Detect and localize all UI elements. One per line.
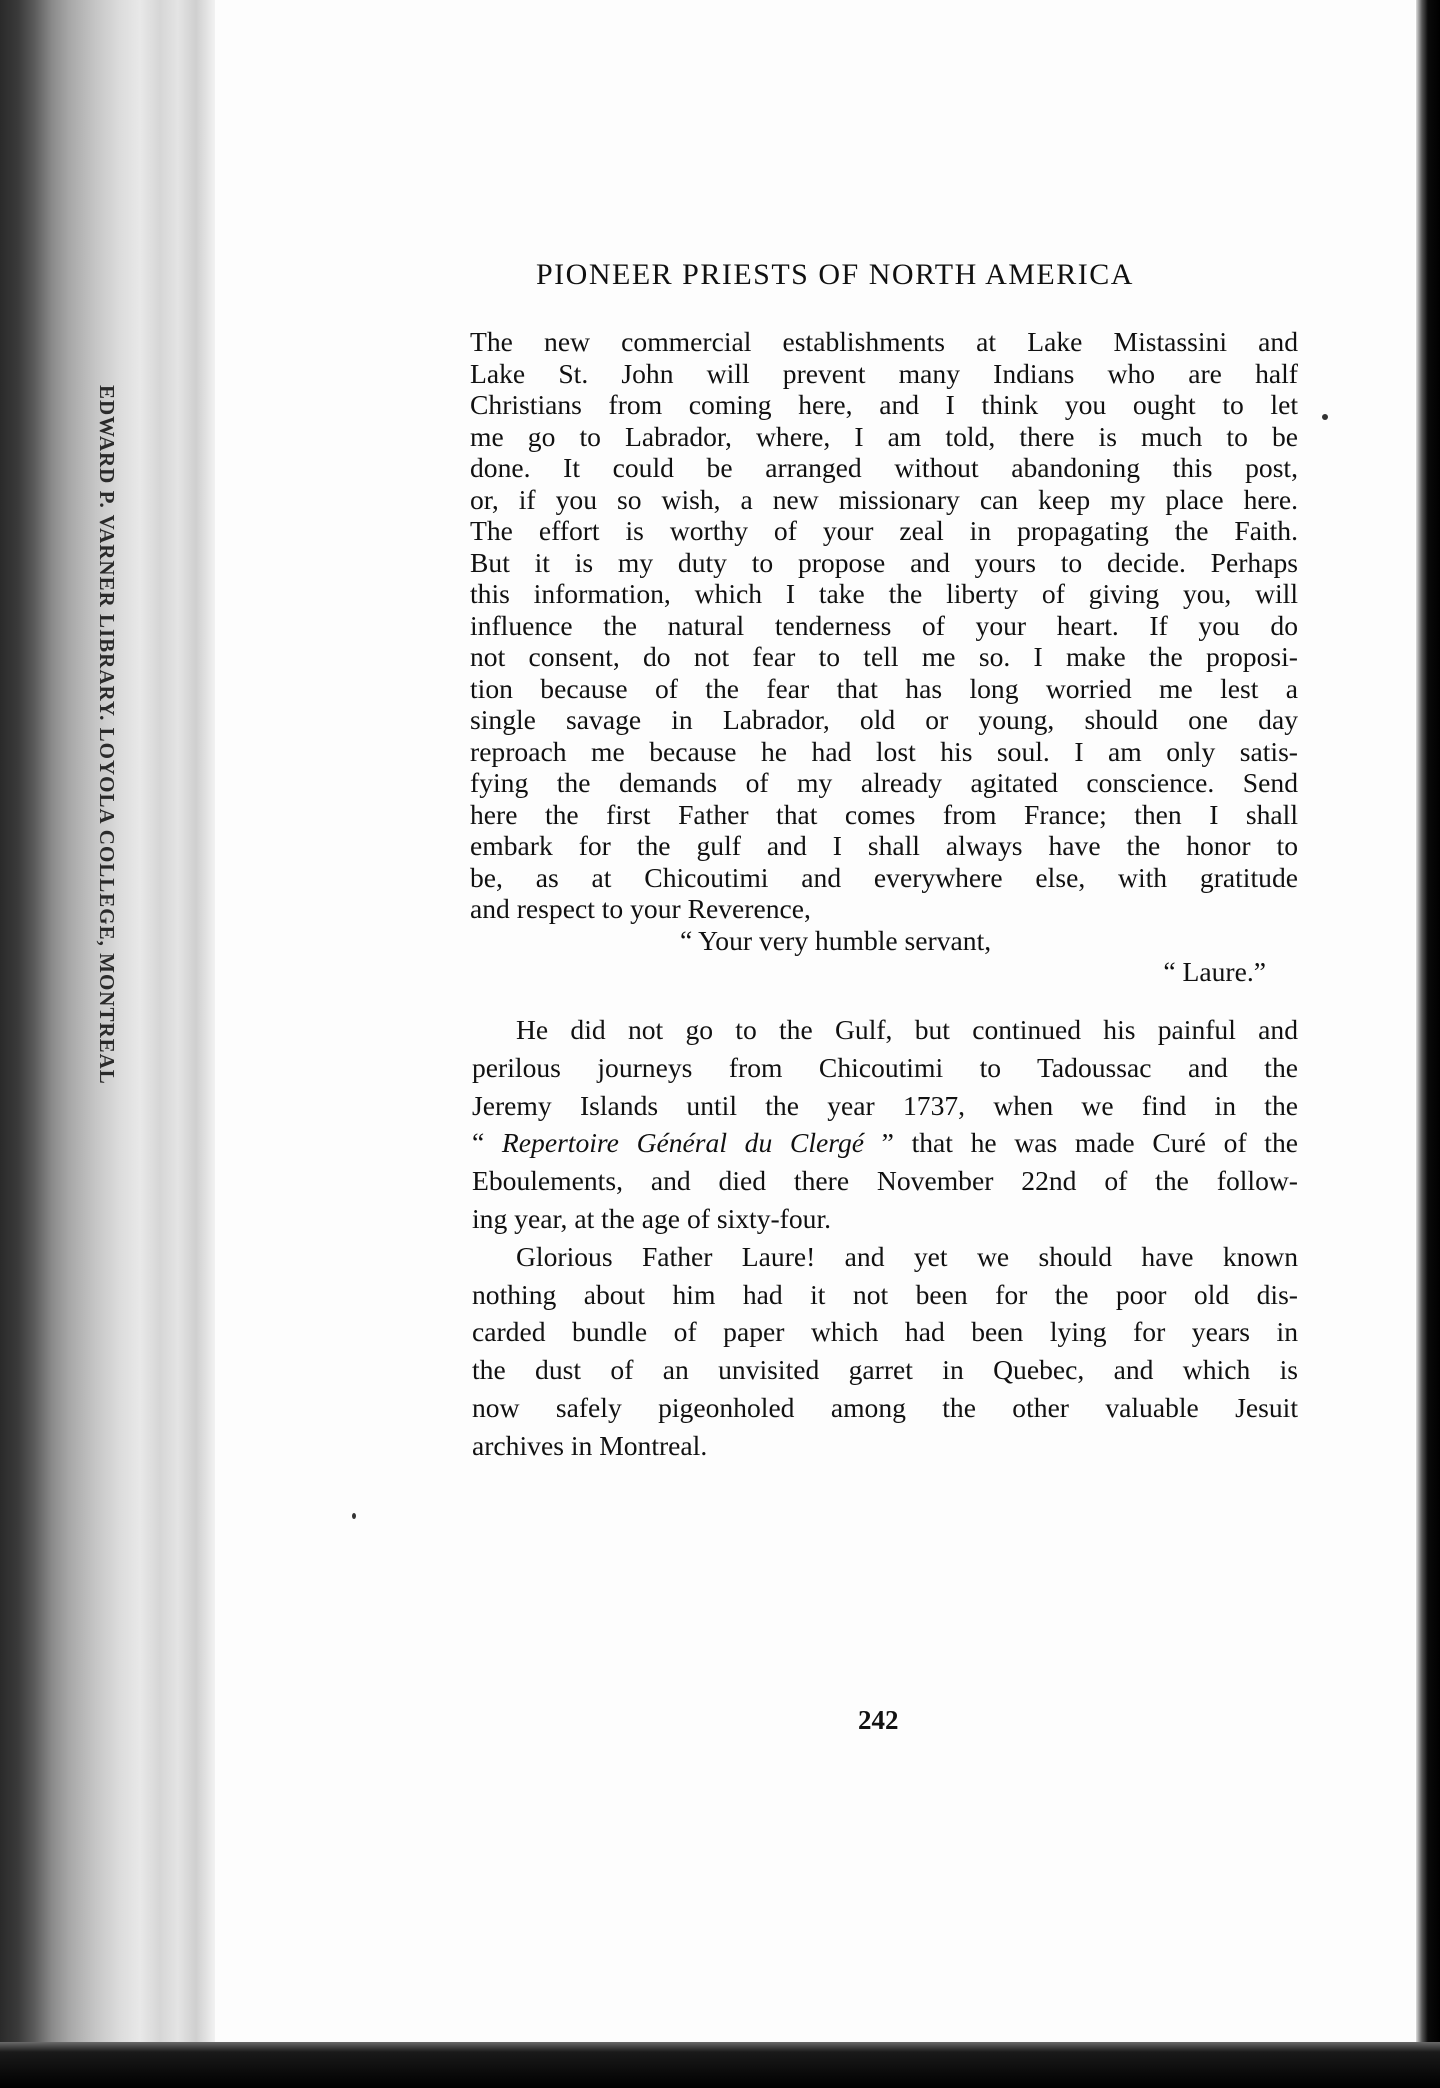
- letter-line: But it is my duty to propose and yours to decide. Perhaps: [470, 546, 1298, 578]
- letter-signature: “ Laure.”: [1163, 956, 1266, 987]
- library-stamp-text: EDWARD P. VARNER LIBRARY. LOYOLA COLLEGE, MONTREAL: [95, 385, 119, 1085]
- letter-line: influence the natural tenderness of your heart. If you do: [470, 609, 1298, 641]
- paragraph-line: Jeremy Islands until the year 1737, when we find in the: [472, 1089, 1298, 1121]
- paragraph-line: nothing about him had it not been for the poor old dis-: [472, 1278, 1298, 1310]
- letter-line: fying the demands of my already agitated conscience. Send: [470, 767, 1298, 798]
- letter-line: The new commercial establishments at Lake Mistassini and: [470, 326, 1298, 357]
- letter-line: or, if you so wish, a new missionary can keep my place here.: [470, 483, 1298, 515]
- paragraph-line-with-title: [472, 1124, 1298, 1162]
- letter-line: reproach me because he had lost his soul. I am only satis-: [470, 735, 1298, 767]
- library-stamp: [92, 385, 122, 1185]
- letter-line: be, as at Chicoutimi and everywhere else, with gratitude: [470, 861, 1298, 893]
- italic-title: Repertoire Général du Clergé: [501, 1127, 864, 1159]
- letter-line: Christians from coming here, and I think you ought to let: [470, 389, 1298, 420]
- right-page-edge: [1416, 0, 1440, 2088]
- paragraph-line: now safely pigeonholed among the other valuable Jesuit: [472, 1391, 1298, 1423]
- running-head: PIONEER PRIESTS OF NORTH AMERICA: [536, 258, 1134, 291]
- letter-text: [470, 326, 1298, 988]
- paragraph-line: the dust of an unvisited garret in Quebec, and which is: [472, 1354, 1298, 1386]
- letter-line: embark for the gulf and I shall always have the honor to: [470, 830, 1298, 861]
- bottom-scan-edge: [0, 2042, 1440, 2088]
- letter-line: not consent, do not fear to tell me so. I make the proposi-: [470, 641, 1298, 672]
- paragraph-line: carded bundle of paper which had been lying for years in: [472, 1316, 1298, 1348]
- paragraph-line: Eboulements, and died there November 22nd of the follow-: [472, 1165, 1298, 1197]
- letter-closing: “ Your very humble servant,: [680, 924, 992, 956]
- paragraph-line: ing year, at the age of sixty-four.: [472, 1202, 832, 1234]
- dust-speck: [1322, 414, 1328, 420]
- dust-speck: [352, 1513, 356, 1519]
- paragraph-line: He did not go to the Gulf, but continued his painful and: [516, 1014, 1298, 1045]
- narrative-text: [472, 1011, 1298, 1465]
- page-number: 242: [858, 1705, 899, 1735]
- letter-line: and respect to your Reverence,: [470, 893, 811, 924]
- paragraph-line: perilous journeys from Chicoutimi to Tadoussac and the: [472, 1051, 1298, 1083]
- letter-line: me go to Labrador, where, I am told, there is much to be: [470, 420, 1298, 452]
- letter-line: done. It could be arranged without abandoning this post,: [470, 452, 1298, 483]
- paragraph-line-rest: ” that he was made Curé of the: [864, 1127, 1299, 1159]
- letter-line: here the first Father that comes from France; then I shall: [470, 798, 1298, 830]
- letter-line: Lake St. John will prevent many Indians who are half: [470, 357, 1298, 389]
- paragraph-line: Glorious Father Laure! and yet we should have known: [516, 1240, 1298, 1272]
- quote-open: “: [472, 1127, 502, 1159]
- book-spine-edge: [0, 0, 215, 2088]
- letter-line: single savage in Labrador, old or young, should one day: [470, 704, 1298, 735]
- paragraph-line: archives in Montreal.: [472, 1429, 708, 1461]
- letter-line: this information, which I take the liberty of giving you, will: [470, 578, 1298, 609]
- letter-line: tion because of the fear that has long worried me lest a: [470, 672, 1298, 704]
- letter-line: The effort is worthy of your zeal in propagating the Faith.: [470, 515, 1298, 546]
